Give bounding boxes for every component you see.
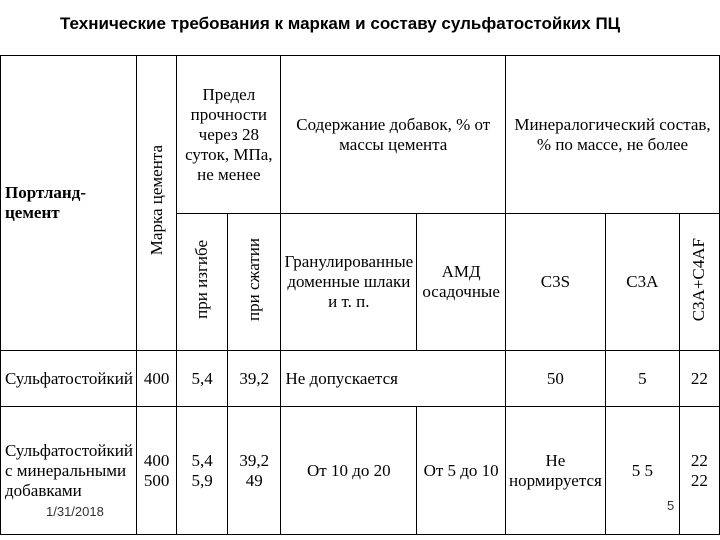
- header-c3s: C3S: [506, 214, 606, 351]
- requirements-table: [0, 55, 720, 535]
- cell-name: Сульфатостойкий: [1, 351, 137, 407]
- cell-c3a: 5 5: [605, 407, 679, 535]
- header-slag: Гранулированные доменные шлаки и т. п.: [281, 214, 417, 351]
- header-c3a-c4af: C3A+C4AF: [679, 214, 719, 351]
- cell-grade: 400 500: [136, 407, 176, 535]
- header-grade: Марка цемента: [136, 56, 176, 351]
- table-row: [1, 351, 720, 407]
- header-amd: АМД осадочные: [417, 214, 506, 351]
- cell-c3a-c4af: 22 22: [679, 407, 719, 535]
- header-strength: Предел прочности через 28 суток, МПа, не менее: [177, 56, 281, 214]
- header-portland: Портланд-цемент: [1, 56, 137, 351]
- header-bend: при изгибе: [177, 214, 228, 351]
- cell-bend: 5,4 5,9: [177, 407, 228, 535]
- header-compress: при сжатии: [228, 214, 281, 351]
- cell-grade: 400: [136, 351, 176, 407]
- footer-date: 1/31/2018: [46, 504, 104, 519]
- header-additives: Содержание добавок, % от массы цемента: [281, 56, 506, 214]
- cell-additives: Не допускается: [281, 351, 506, 407]
- header-mineral: Минералогический состав, % по массе, не более: [506, 56, 720, 214]
- cell-c3s: Не нормируется: [506, 407, 606, 535]
- table-row: [1, 407, 720, 535]
- cell-bend: 5,4: [177, 351, 228, 407]
- cell-c3a: 5: [605, 351, 679, 407]
- cell-compress: 39,2: [228, 351, 281, 407]
- cell-name: Сульфатостойкий с минеральными добавками: [1, 407, 137, 535]
- slide-title: Технические требования к маркам и составу сульфатостойких ПЦ: [60, 14, 621, 33]
- page-number: 5: [667, 498, 675, 513]
- header-c3a: C3A: [605, 214, 679, 351]
- cell-amd: От 5 до 10: [417, 407, 506, 535]
- cell-c3a-c4af: 22: [679, 351, 719, 407]
- cell-compress: 39,2 49: [228, 407, 281, 535]
- cell-slag: От 10 до 20: [281, 407, 417, 535]
- cell-c3s: 50: [506, 351, 606, 407]
